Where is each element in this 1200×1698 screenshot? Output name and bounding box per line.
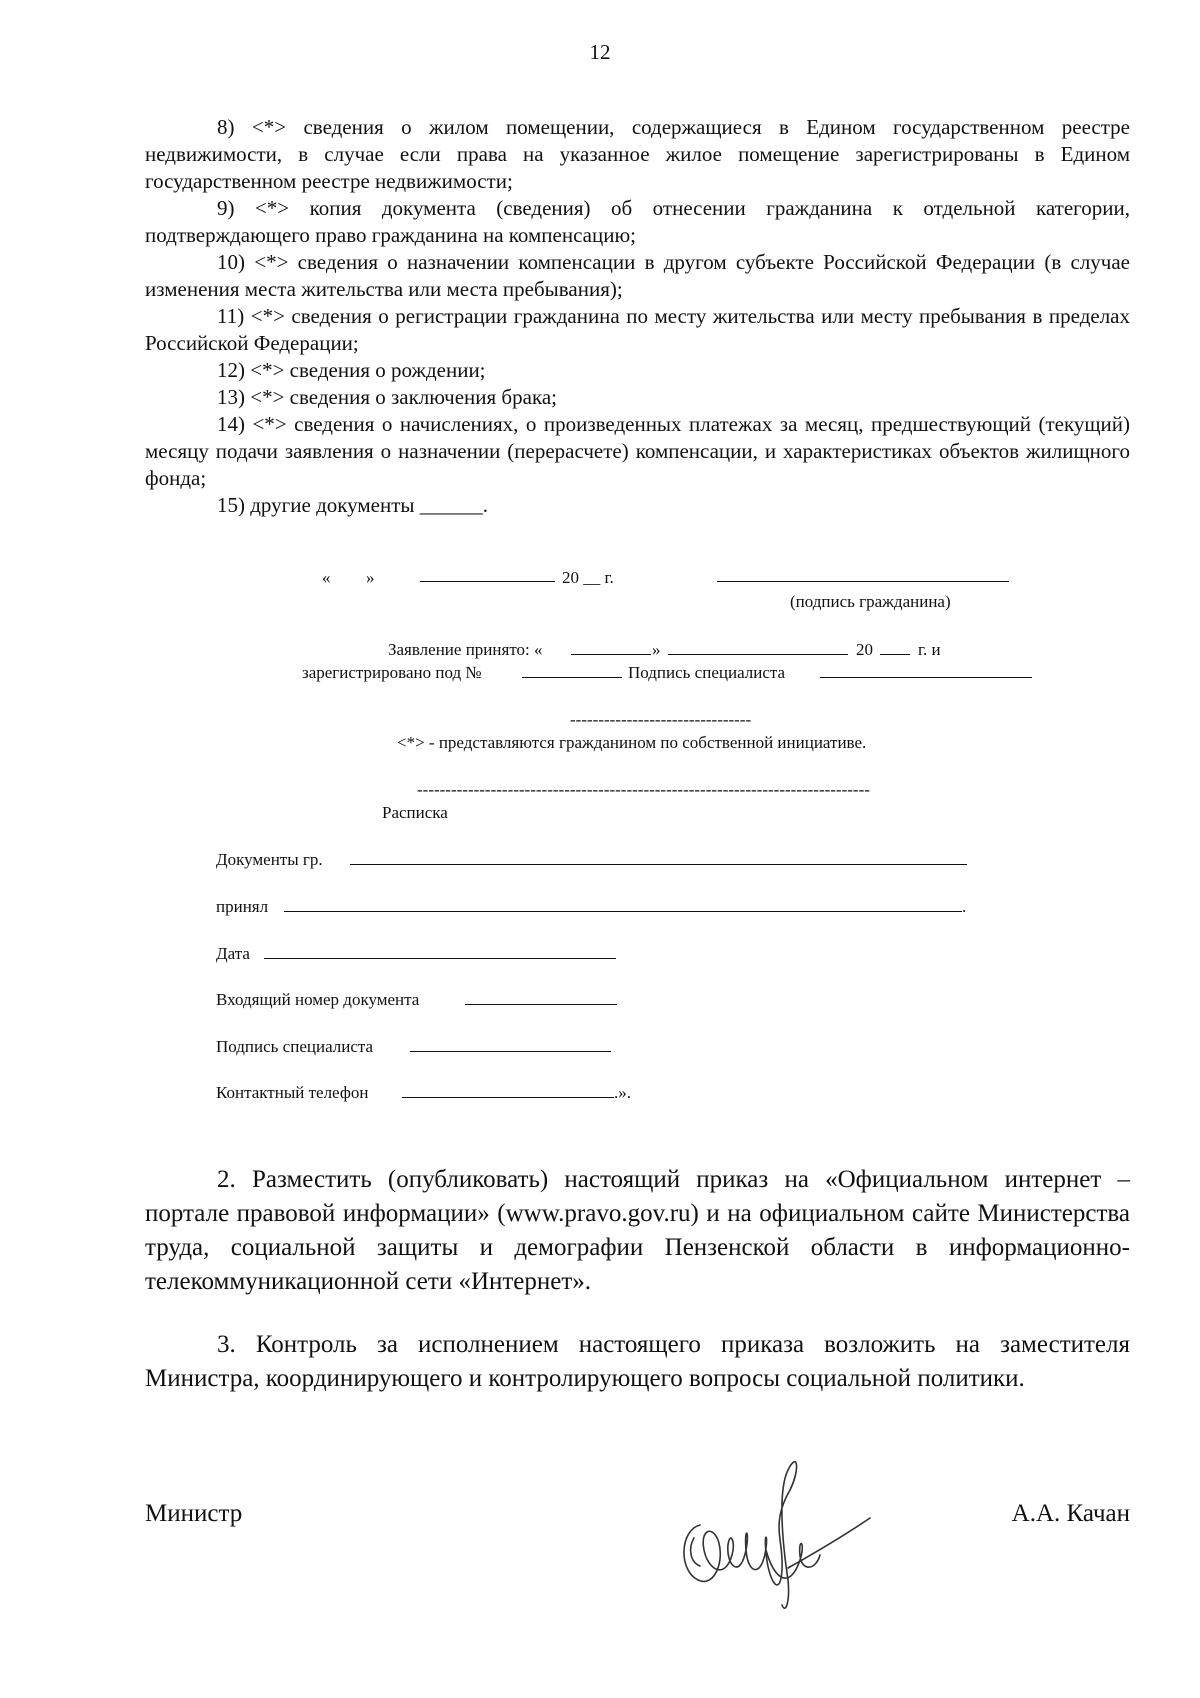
specialist-signature-label: Подпись специалиста (628, 663, 786, 682)
handwritten-signature (670, 1430, 880, 1620)
list-item: 14) <*> сведения о начислениях, о произведенных платежах за месяц, предшествующий (текущий) месяцу подачи заявления о назначении (перерасчете) компенсации, и характеристиках объектов жилищного фонда; (145, 412, 1130, 490)
receipt-accepted-line (284, 897, 962, 917)
receipt-accepted-label: принял (216, 897, 269, 916)
receipt-date-label: Дата (216, 944, 250, 963)
receipt-date-line (264, 944, 616, 964)
date-open-quote: « (322, 568, 331, 587)
citizen-signature-line (717, 567, 1009, 587)
receipt-title: Расписка (382, 803, 448, 822)
receipt-incoming-line (465, 990, 617, 1010)
receipt-phone-end: .». (614, 1083, 631, 1102)
list-item: 10) <*> сведения о назначении компенсации в другом субъекте Российской Федерации (в случае изменения места жительства или места пребывания); (145, 250, 1130, 301)
receipt-phone-line (402, 1083, 614, 1103)
receipt-incoming-label: Входящий номер документа (216, 990, 420, 1009)
accepted-year: 20 (856, 640, 873, 659)
list-item: 9) <*> копия документа (сведения) об отнесении гражданина к отдельной категории, подтверждающего право гражданина на компенсацию; (145, 196, 1130, 247)
receipt-documents-label: Документы гр. (216, 850, 323, 869)
list-item: 12) <*> сведения о рождении; (217, 358, 486, 382)
date-blank-line (420, 567, 555, 587)
signatory-position: Министр (145, 1500, 243, 1527)
accepted-quote: » (652, 640, 661, 659)
receipt-documents-line (350, 850, 967, 870)
footnote-rule: -------------------------------- (570, 710, 752, 729)
list-item: 15) другие документы ______. (217, 493, 489, 517)
document-list (145, 114, 1130, 519)
cut-line: -------------------------------------------------------------------------------- (417, 780, 870, 799)
list-item: 8) <*> сведения о жилом помещении, содержащиеся в Едином государственном реестре недвижимости, в случае если права на указанное жилое помещение зарегистрированы в Едином государственном реестре недвижимости; (145, 115, 1130, 193)
receipt-specialist-line (410, 1037, 611, 1057)
registered-prefix: зарегистрировано под № (302, 663, 482, 682)
date-year: 20 __ г. (562, 568, 614, 587)
paragraph-3: 3. Контроль за исполнением настоящего приказа возложить на заместителя Министра, координирующего и контролирующего вопросы социальной политики. (145, 1331, 1130, 1392)
accepted-suffix: г. и (918, 640, 941, 659)
receipt-accepted-end: . (962, 897, 967, 916)
signatory-name: А.А. Качан (1011, 1500, 1130, 1527)
footnote-text: <*> - представляются гражданином по собственной инициативе. (397, 733, 867, 752)
accepted-month-line (668, 640, 848, 660)
page-number: 12 (589, 40, 611, 64)
receipt-specialist-label: Подпись специалиста (216, 1037, 374, 1056)
registered-number-line (522, 663, 622, 683)
specialist-signature-line (820, 663, 1032, 683)
accepted-day-line (571, 640, 651, 660)
accepted-year-line (880, 640, 910, 660)
accepted-prefix: Заявление принято: « (388, 640, 543, 659)
list-item: 13) <*> сведения о заключения брака; (217, 385, 557, 409)
date-close-quote: » (366, 568, 375, 587)
receipt-phone-label: Контактный телефон (216, 1083, 369, 1102)
citizen-signature-caption: (подпись гражданина) (790, 592, 951, 611)
paragraph-2: 2. Разместить (опубликовать) настоящий приказ на «Официальном интернет – портале правовой информации» (www.pravo.gov.ru) и на официальном сайте Министерства труда, социальной защиты и демографии Пензенской области в информационно-телекоммуникационной сети «Интернет». (145, 1166, 1130, 1295)
list-item: 11) <*> сведения о регистрации гражданина по месту жительства или месту пребывания в пределах Российской Федерации; (145, 304, 1130, 355)
